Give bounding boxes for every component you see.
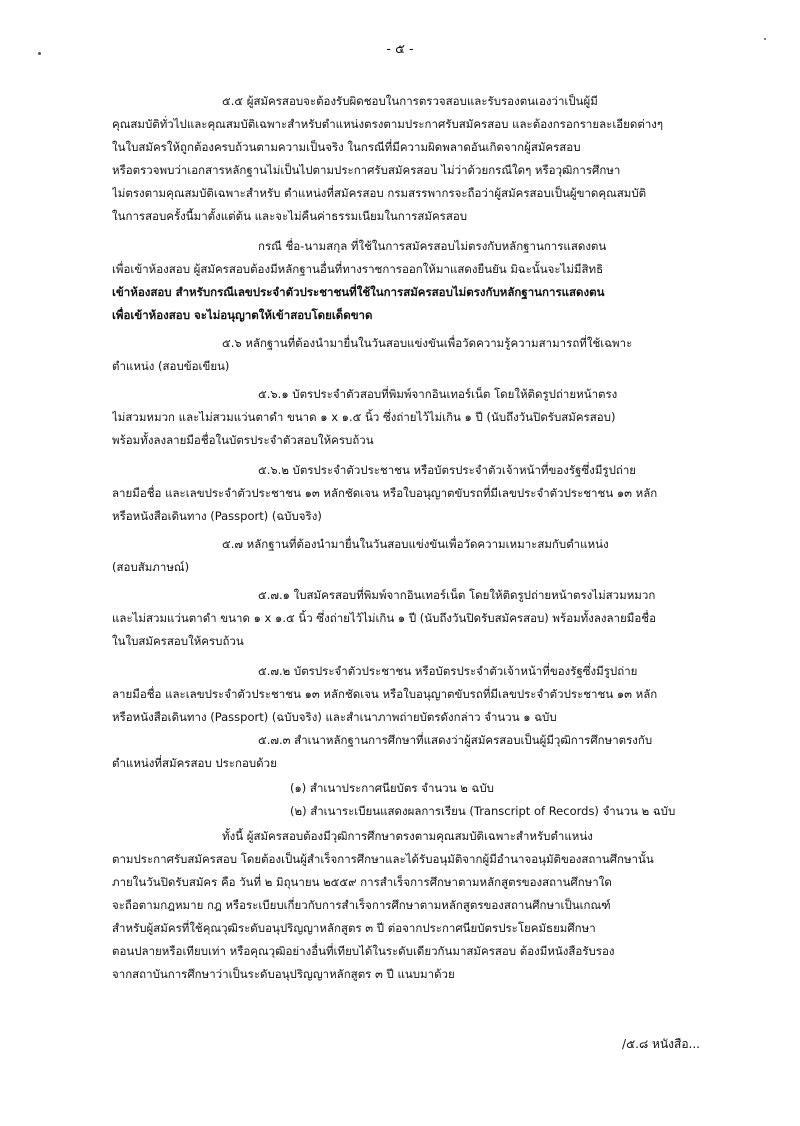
text-line: หรือหนังสือเดินทาง (Passport) (ฉบับจริง) และสำเนาภาพถ่ายบัตรดังกล่าว จำนวน ๑ ฉบับ <box>112 710 557 724</box>
text-line: สำหรับผู้สมัครที่ใช้คุณวุฒิระดับอนุปริญญาหลักสูตร ๓ ปี ต่อจากประกาศนียบัตรประโยคมัธยมศึกษา <box>112 921 596 935</box>
text-line: ในใบสมัครสอบให้ครบถ้วน <box>112 634 244 648</box>
continuation-note: /๕.๘ หนังสือ... <box>622 1037 700 1051</box>
text-line: ๕.๖.๑ บัตรประจำตัวสอบที่พิมพ์จากอินเทอร์เน็ต โดยให้ติดรูปถ่ายหน้าตรง <box>258 387 618 401</box>
text-line: พร้อมทั้งลงลายมือชื่อในบัตรประจำตัวสอบให้ครบถ้วน <box>112 433 374 447</box>
text-line: ในใบสมัครให้ถูกต้องครบถ้วนตามความเป็นจริง ในกรณีที่มีความผิดพลาดอันเกิดจากผู้สมัครสอบ <box>112 140 581 154</box>
text-line: จะถือตามกฎหมาย กฎ หรือระเบียบเกี่ยวกับการสำเร็จการศึกษาตามหลักสูตรของสถานศึกษาเป็นเกณฑ์ <box>112 898 611 912</box>
text-line: กรณี ชื่อ-นามสกุล ที่ใช้ในการสมัครสอบไม่ตรงกับหลักฐานการแสดงตน <box>258 239 607 253</box>
text-line: (๑) สำเนาประกาศนียบัตร จำนวน ๒ ฉบับ <box>290 781 494 795</box>
text-line: ไม่ตรงตามคุณสมบัติเฉพาะสำหรับ ตำแหน่งที่สมัครสอบ กรมสรรพากรจะถือว่าผู้สมัครสอบเป็นผู้ขาดคุณสมบัติ <box>112 186 647 200</box>
page-number: - ๕ - <box>386 42 414 57</box>
text-line: คุณสมบัติทั่วไปและคุณสมบัติเฉพาะสำหรับตำแหน่งตรงตามประกาศรับสมัครสอบ และต้องกรอกรายละเอียดต่างๆ <box>112 117 664 131</box>
text-line: (๒) สำเนาระเบียนแสดงผลการเรียน (Transcript of Records) จำนวน ๒ ฉบับ <box>290 804 676 818</box>
text-line: ตอนปลายหรือเทียบเท่า หรือคุณวุฒิอย่างอื่นที่เทียบได้ในระดับเดียวกันมาสมัครสอบ ต้องมีหนังสือรับรอง <box>112 944 615 958</box>
text-line: หรือหนังสือเดินทาง (Passport) (ฉบับจริง) <box>112 509 322 523</box>
text-line: ๕.๕ ผู้สมัครสอบจะต้องรับผิดชอบในการตรวจสอบและรับรองตนเองว่าเป็นผู้มี <box>222 94 598 108</box>
text-line: ไม่สวมหมวก และไม่สวมแว่นตาดำ ขนาด ๑ x ๑.๕ นิ้ว ซึ่งถ่ายไว้ไม่เกิน ๑ ปี (นับถึงวันปิดรับสมัครสอบ) <box>112 410 616 424</box>
text-line: ทั้งนี้ ผู้สมัครสอบต้องมีวุฒิการศึกษาตรงตามคุณสมบัติเฉพาะสำหรับตำแหน่ง <box>222 829 593 843</box>
text-line: ลายมือชื่อ และเลขประจำตัวประชาชน ๑๓ หลักชัดเจน หรือใบอนุญาตขับรถที่มีเลขประจำตัวประชาชน ๑๓ หลัก <box>112 687 658 701</box>
text-line: ตำแหน่ง (สอบข้อเขียน) <box>112 359 230 373</box>
text-line: ๕.๗ หลักฐานที่ต้องนำมายื่นในวันสอบแข่งขันเพื่อวัดความเหมาะสมกับตำแหน่ง <box>222 537 609 551</box>
text-line: เข้าห้องสอบ สำหรับกรณีเลขประจำตัวประชาชนที่ใช้ในการสมัครสอบไม่ตรงกับหลักฐานการแสดงตน <box>112 285 605 299</box>
text-line: ๕.๗.๒ บัตรประจำตัวประชาชน หรือบัตรประจำตัวเจ้าหน้าที่ของรัฐซึ่งมีรูปถ่าย <box>258 664 638 678</box>
text-line: และไม่สวมแว่นตาดำ ขนาด ๑ x ๑.๕ นิ้ว ซึ่งถ่ายไว้ไม่เกิน ๑ ปี (นับถึงวันปิดรับสมัครสอบ) พร้อมทั้งลงลายมือชื่อ <box>112 611 656 625</box>
text-line: ภายในวันปิดรับสมัคร คือ วันที่ ๒ มิถุนายน ๒๕๕๙ การสำเร็จการศึกษาตามหลักสูตรของสถานศึกษาใด <box>112 875 612 889</box>
text-line: ๕.๗.๓ สำเนาหลักฐานการศึกษาที่แสดงว่าผู้สมัครสอบเป็นผู้มีวุฒิการศึกษาตรงกับ <box>258 733 653 747</box>
text-line: (สอบสัมภาษณ์) <box>112 560 190 574</box>
text-line: ลายมือชื่อ และเลขประจำตัวประชาชน ๑๓ หลักชัดเจน หรือใบอนุญาตขับรถที่มีเลขประจำตัวประชาชน ๑๓ หลัก <box>112 486 658 500</box>
text-line: จากสถาบันการศึกษาว่าเป็นระดับอนุปริญญาหลักสูตร ๓ ปี แนบมาด้วย <box>112 967 455 981</box>
text-line: ตำแหน่งที่สมัครสอบ ประกอบด้วย <box>112 756 277 770</box>
text-line: ๕.๗.๑ ใบสมัครสอบที่พิมพ์จากอินเทอร์เน็ต โดยให้ติดรูปถ่ายหน้าตรงไม่สวมหมวก <box>258 588 656 602</box>
text-line: เพื่อเข้าห้องสอบ จะไม่อนุญาตให้เข้าสอบโดยเด็ดขาด <box>112 308 373 322</box>
text-line: เพื่อเข้าห้องสอบ ผู้สมัครสอบต้องมีหลักฐานอื่นที่ทางราชการออกให้มาแสดงยืนยัน มิฉะนั้นจะไม่มีสิทธิ <box>112 262 604 276</box>
text-line: ตามประกาศรับสมัครสอบ โดยต้องเป็นผู้สำเร็จการศึกษาและได้รับอนุมัติจากผู้มีอำนาจอนุมัติของสถานศึกษานั้น <box>112 852 654 866</box>
text-line: หรือตรวจพบว่าเอกสารหลักฐานไม่เป็นไปตามประกาศรับสมัครสอบ ไม่ว่าด้วยกรณีใดๆ หรือวุฒิการศึกษา <box>112 163 621 177</box>
text-line: ในการสอบครั้งนี้มาตั้งแต่ต้น และจะไม่คืนค่าธรรมเนียมในการสมัครสอบ <box>112 209 468 223</box>
text-line: ๕.๖ หลักฐานที่ต้องนำมายื่นในวันสอบแข่งขันเพื่อวัดความรู้ความสามารถที่ใช้เฉพาะ <box>222 336 633 350</box>
text-line: ๕.๖.๒ บัตรประจำตัวประชาชน หรือบัตรประจำตัวเจ้าหน้าที่ของรัฐซึ่งมีรูปถ่าย <box>258 463 637 477</box>
